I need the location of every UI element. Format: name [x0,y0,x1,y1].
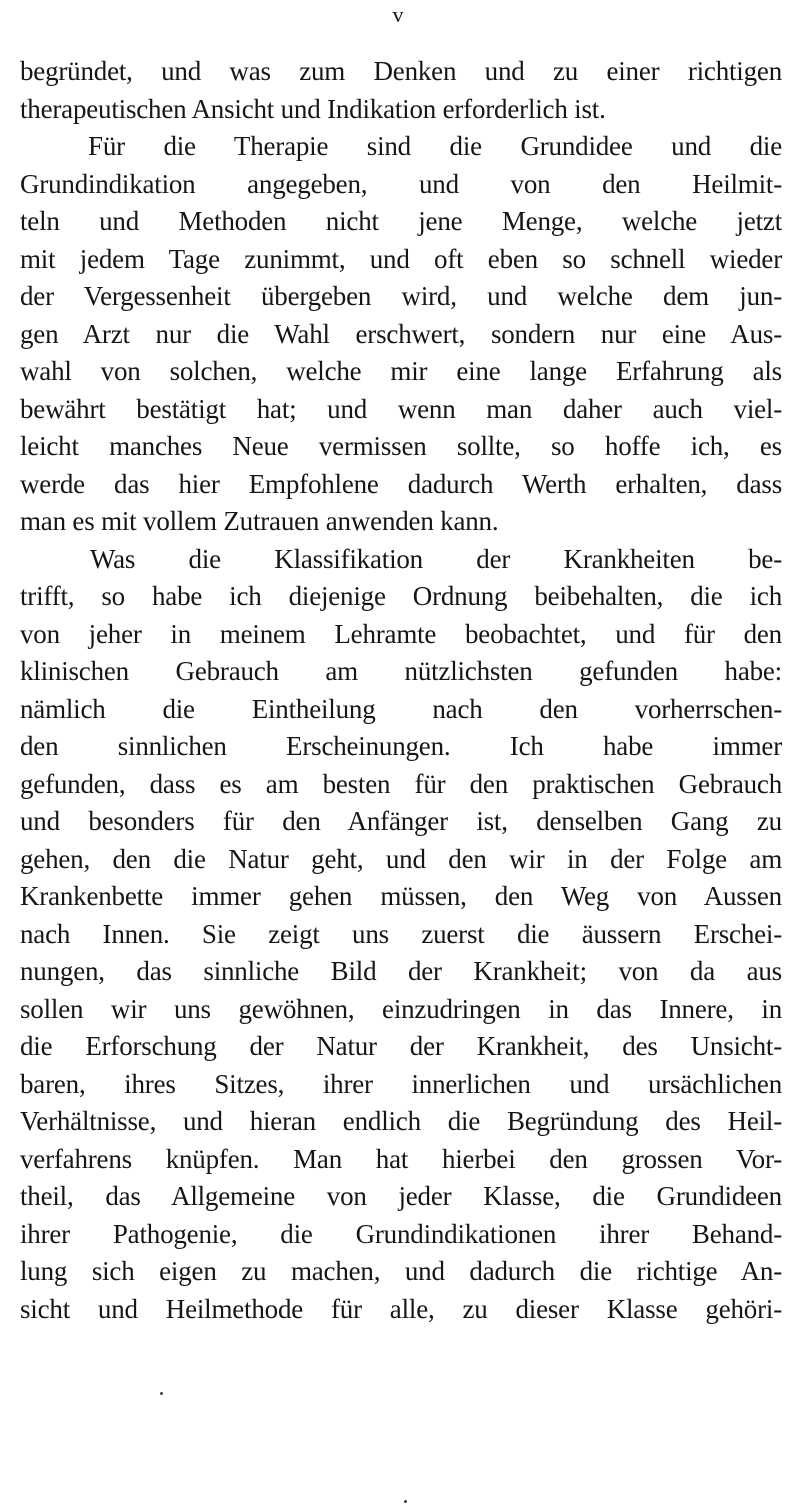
text-line: den sinnlichen Erscheinungen. Ich habe immer [20,731,782,761]
text-line: die Erforschung der Natur der Krankheit, des Unsicht- [20,1031,782,1061]
text-line: man es mit vollem Zutrauen anwenden kann. [20,506,499,536]
text-line: Für die Therapie sind die Grundidee und die [88,131,782,161]
text-line: lung sich eigen zu machen, und dadurch die richtige An- [20,1256,782,1286]
print-speck [160,1392,163,1395]
text-line: klinischen Gebrauch am nützlichsten gefunden habe: [20,656,782,686]
text-line: gefunden, dass es am besten für den praktischen Gebrauch [20,768,782,799]
text-line: der Vergessenheit übergeben wird, und welche dem jun- [20,281,782,311]
text-line: mit jedem Tage zunimmt, und oft eben so schnell wieder [20,243,782,274]
text-line: trifft, so habe ich diejenige Ordnung beibehalten, die ich [20,581,782,611]
text-line: werde das hier Empfohlene dadurch Werth erhalten, dass [20,468,782,499]
text-line: wahl von solchen, welche mir eine lange Erfahrung als [20,356,782,386]
text-line: therapeutischen Ansicht und Indikation erforderlich ist. [20,93,606,124]
text-line: gen Arzt nur die Wahl erschwert, sondern nur eine Aus- [20,318,782,349]
text-line: nach Innen. Sie zeigt uns zuerst die äussern Erschei- [20,918,782,949]
text-line: sicht und Heilmethode für alle, zu dieser Klasse gehöri- [20,1293,782,1324]
text-line: leicht manches Neue vermissen sollte, so hoffe ich, es [20,431,782,461]
page-number: v [392,2,404,27]
text-line: teln und Methoden nicht jene Menge, welche jetzt [20,206,782,236]
text-line: Krankenbette immer gehen müssen, den Weg von Aussen [20,881,782,911]
text-line: begründet, und was zum Denken und zu einer richtigen [20,56,782,86]
text-line: Was die Klassifikation der Krankheiten be- [90,543,782,574]
text-line: theil, das Allgemeine von jeder Klasse, die Grundideen [20,1181,782,1211]
print-speck [404,1500,407,1503]
text-line: ihrer Pathogenie, die Grundindikationen ihrer Behand- [20,1218,782,1249]
text-line: und besonders für den Anfänger ist, denselben Gang zu [20,806,782,836]
text-line: gehen, den die Natur geht, und den wir in der Folge am [20,843,782,874]
text-line: verfahrens knüpfen. Man hat hierbei den grossen Vor- [20,1143,782,1174]
text-line: sollen wir uns gewöhnen, einzudringen in das Innere, in [20,993,782,1024]
text-line: baren, ihres Sitzes, ihrer innerlichen und ursächlichen [20,1068,782,1099]
text-line: bewährt bestätigt hat; und wenn man daher auch viel- [20,393,782,424]
text-line: nämlich die Eintheilung nach den vorherrschen- [20,693,782,724]
text-line: Verhältnisse, und hieran endlich die Begründung des Heil- [20,1106,782,1136]
text-line: von jeher in meinem Lehramte beobachtet, und für den [20,618,782,649]
body-text [20,53,782,1328]
text-line: nungen, das sinnliche Bild der Krankheit; von da aus [20,956,782,986]
text-line: Grundindikation angegeben, und von den Heilmit- [20,168,782,199]
